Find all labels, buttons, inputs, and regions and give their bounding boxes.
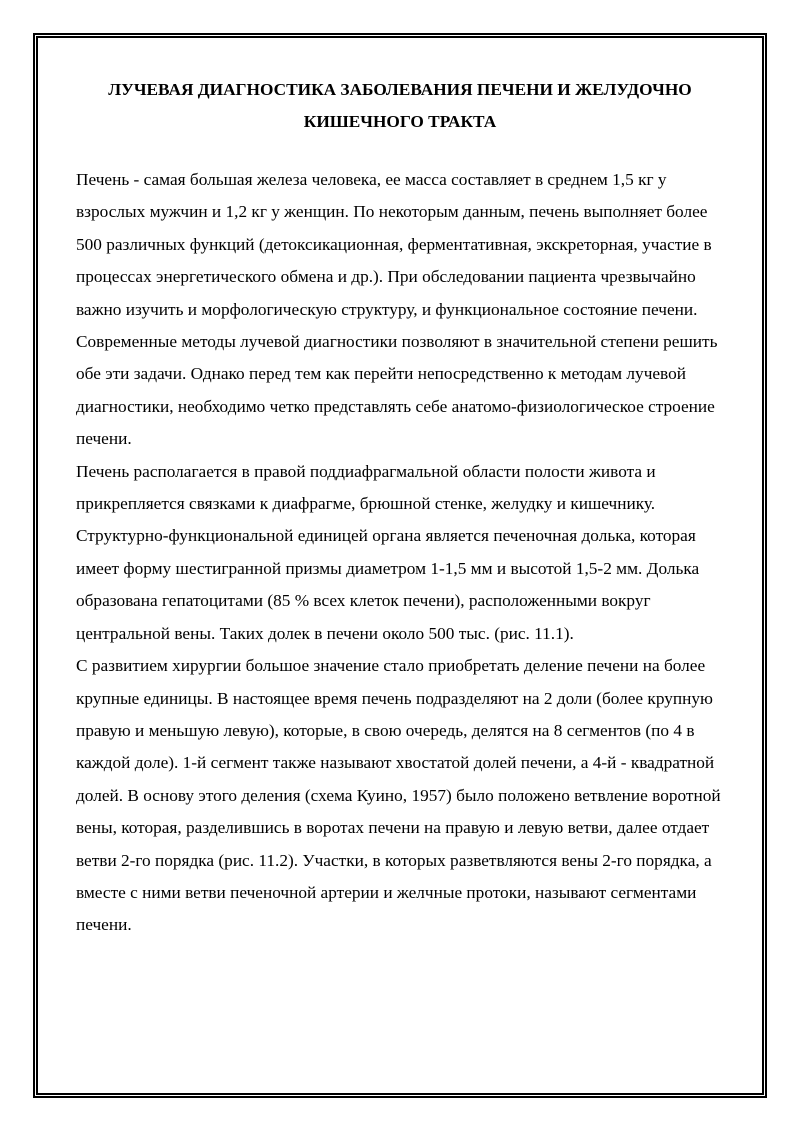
paragraph-liver-segments: С развитием хирургии большое значение стало приобретать деление печени на более крупные единицы. В настоящее время печень подразделяют на 2 доли (более крупную правую и меньшую левую), которые, в свою очередь, делятся на 8 сегментов (по 4 в каждой доле). 1-й сегмент также называют хвостатой долей печени, а 4-й - квадратной долей. В основу этого деления (схема Куино, 1957) было положено ветвление воротной вены, которая, разделившись в воротах печени на правую и левую ветви, далее отдает ветви 2-го порядка (рис. 11.2). Участки, в которых разветвляются вены 2-го порядка, а вместе с ними ветви печеночной артерии и желчные протоки, называют сегментами печени. (76, 656, 721, 935)
document-body (76, 74, 724, 942)
document-title: ЛУЧЕВАЯ ДИАГНОСТИКА ЗАБОЛЕВАНИЯ ПЕЧЕНИ И ЖЕЛУДОЧНО КИШЕЧНОГО ТРАКТА (108, 80, 692, 131)
paragraph-liver-overview: Печень - самая большая железа человека, ее масса составляет в среднем 1,5 кг у взрослых мужчин и 1,2 кг у женщин. По некоторым данным, печень выполняет более 500 различных функций (детоксикационная, ферментативная, экскреторная, участие в процессах энергетического обмена и др.). При обследовании пациента чрезвычайно важно изучить и морфологическую структуру, и функциональное состояние печени. Современные методы лучевой диагностики позволяют в значительной степени решить обе эти задачи. Однако перед тем как перейти непосредственно к методам лучевой диагностики, необходимо четко представлять себе анатомо-физиологическое строение печени. (76, 170, 718, 449)
paragraph-liver-location: Печень располагается в правой поддиафрагмальной области полости живота и прикрепляется связками к диафрагме, брюшной стенке, желудку и кишечнику. Структурно-функциональной единицей органа является печеночная долька, которая имеет форму шестигранной призмы диаметром 1-1,5 мм и высотой 1,5-2 мм. Долька образована гепатоцитами (85 % всех клеток печени), расположенными вокруг центральной вены. Таких долек в печени около 500 тыс. (рис. 11.1). (76, 461, 700, 643)
